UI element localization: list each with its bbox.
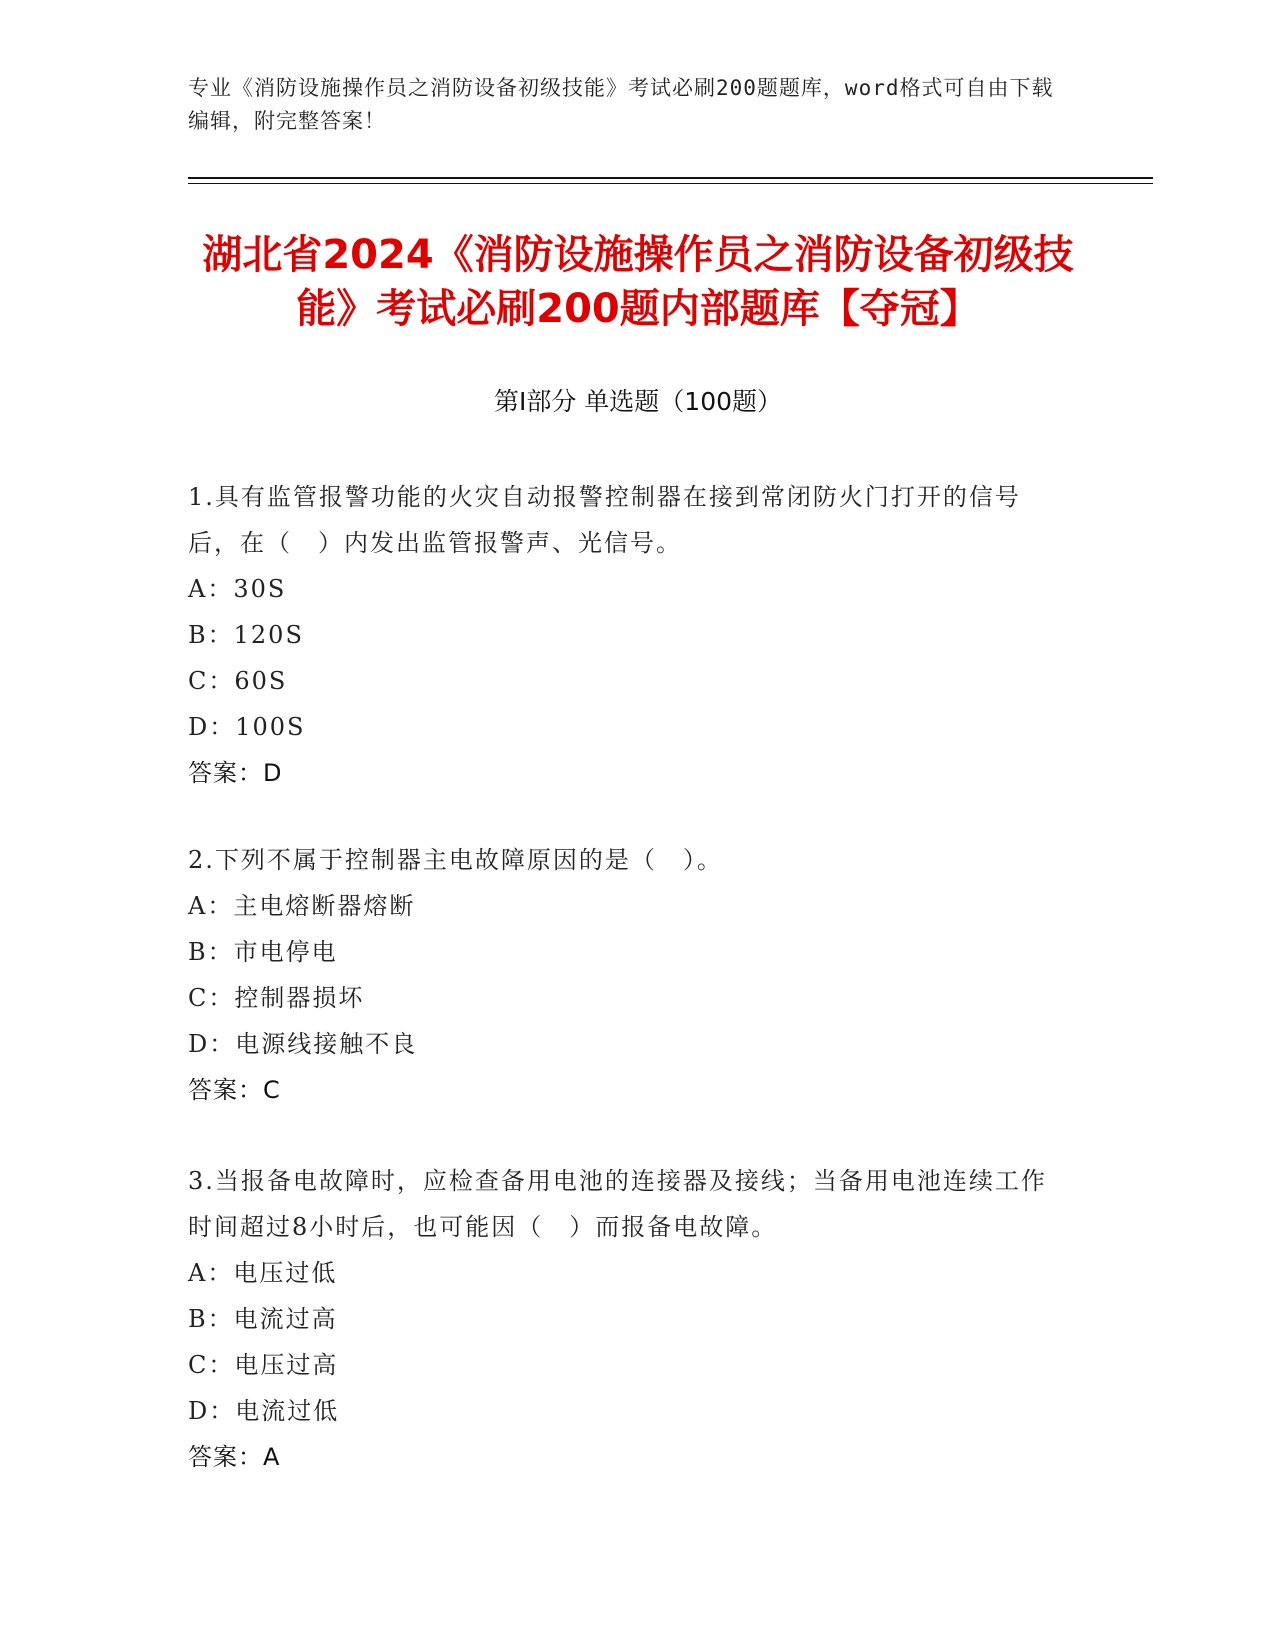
header-rule-thick	[188, 177, 1153, 179]
option-b: B：120S	[188, 621, 304, 649]
question-2	[188, 837, 1068, 1113]
option-d: D：电流过低	[188, 1397, 340, 1425]
header-rule-thin	[188, 183, 1153, 184]
answer: 答案：D	[188, 759, 283, 787]
question-3	[188, 1158, 1068, 1480]
section-heading: 第Ⅰ部分 单选题（100题）	[493, 387, 783, 416]
option-b: B：电流过高	[188, 1305, 338, 1333]
option-c: C：60S	[188, 667, 288, 695]
option-d: D：电源线接触不良	[188, 1030, 418, 1058]
question-1	[188, 474, 1068, 796]
answer: 答案：A	[188, 1443, 281, 1471]
option-c: C：控制器损坏	[188, 984, 365, 1012]
answer: 答案：C	[188, 1076, 281, 1104]
option-a: A：电压过低	[188, 1259, 338, 1287]
option-a: A：30S	[188, 575, 287, 603]
question-stem: 2.下列不属于控制器主电故障原因的是（ ）。	[188, 846, 723, 874]
document-title: 湖北省2024《消防设施操作员之消防设备初级技能》考试必刷200题内部题库【夺冠】	[202, 232, 1074, 332]
option-b: B：市电停电	[188, 938, 338, 966]
option-d: D：100S	[188, 713, 306, 741]
option-c: C：电压过高	[188, 1351, 339, 1379]
option-a: A：主电熔断器熔断	[188, 892, 416, 920]
header-note: 专业《消防设施操作员之消防设备初级技能》考试必刷200题题库，word格式可自由下载编辑，附完整答案！	[188, 76, 1054, 133]
question-stem: 1.具有监管报警功能的火灾自动报警控制器在接到常闭防火门打开的信号后，在（ ）内发出监管报警声、光信号。	[188, 483, 1021, 557]
question-stem: 3.当报备电故障时，应检查备用电池的连接器及接线；当备用电池连续工作时间超过8小时后，也可能因（ ）而报备电故障。	[188, 1167, 1047, 1241]
